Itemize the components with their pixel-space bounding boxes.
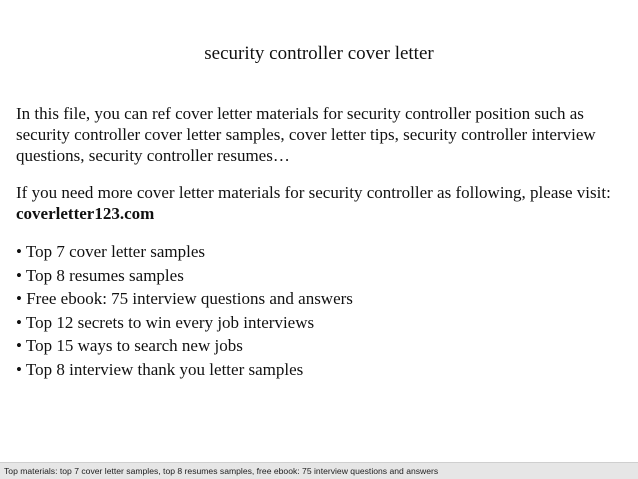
more-materials-paragraph xyxy=(16,182,628,224)
coverletter-link[interactable]: coverletter123.com xyxy=(16,204,155,223)
list-item: • Top 8 interview thank you letter samples xyxy=(16,359,304,379)
page-title: security controller cover letter xyxy=(204,43,434,64)
list-item: • Top 7 cover letter samples xyxy=(16,242,206,261)
intro-paragraph: In this file, you can ref cover letter materials for security controller position such as security controller cover letter samples, cover letter tips, security controller interview questions, security controller resumes… xyxy=(16,104,596,165)
list-item: • Top 8 resumes samples xyxy=(16,265,184,285)
list-item: • Top 12 secrets to win every job interviews xyxy=(16,312,315,332)
materials-list xyxy=(16,240,353,382)
more-materials-text: If you need more cover letter materials for security controller as following, please visit: xyxy=(16,183,611,202)
list-item: • Free ebook: 75 interview questions and answers xyxy=(16,289,353,309)
list-item: • Top 15 ways to search new jobs xyxy=(16,336,243,356)
footer-bar: Top materials: top 7 cover letter samples, top 8 resumes samples, free ebook: 75 interview questions and answers xyxy=(0,462,638,479)
